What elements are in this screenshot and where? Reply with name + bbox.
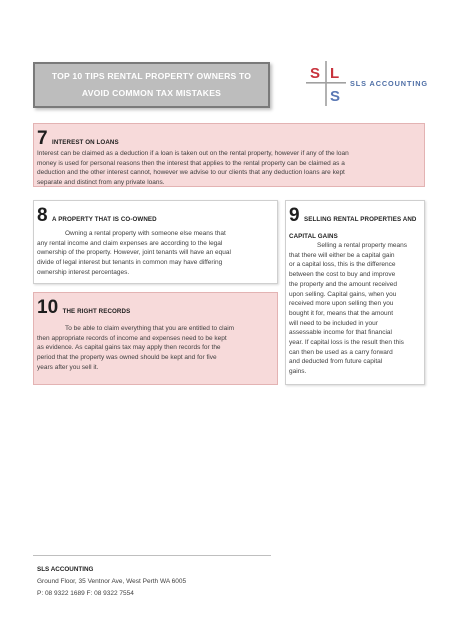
body-line: any rental income and claim expenses are according to the legal: [37, 239, 223, 247]
section-right-records: [33, 292, 278, 385]
body-line: separate and distinct from any private loans.: [37, 179, 165, 187]
section-body: [37, 229, 275, 278]
body-line: Interest can be claimed as a deduction if a loan is taken out on the rental property, however if any of the loan: [37, 150, 349, 157]
section-interest-on-loans: [33, 123, 425, 187]
section-heading: [37, 129, 119, 149]
footer-address: Ground Floor, 35 Ventnor Ave, West Perth WA 6005: [37, 578, 187, 585]
section-body: [37, 324, 275, 373]
body-line: will need to be included in your: [289, 319, 378, 327]
logo-letter-s-red: S: [310, 65, 321, 82]
section-selling-rental-properties: [285, 200, 425, 385]
body-line: ownership interest percentages.: [37, 268, 130, 276]
body-line: the property and the amount received: [289, 280, 398, 288]
logo-company-name: SLS ACCOUNTING: [350, 79, 429, 88]
body-line: that there will either be a capital gain: [289, 251, 395, 259]
footer-phone-fax: P: 08 9322 1689 F: 08 9322 7554: [37, 590, 134, 597]
body-line: year. If capital loss is the result then this: [289, 339, 404, 347]
logo-letter-l: L: [330, 65, 340, 82]
section-number: 9: [289, 205, 300, 226]
body-line: assessable income for that financial: [289, 329, 392, 337]
title-line-1: TOP 10 TIPS RENTAL PROPERTY OWNERS TO: [51, 71, 252, 81]
section-title-line-1: SELLING RENTAL PROPERTIES AND: [304, 216, 417, 223]
body-line: bought it for, means that the amount: [289, 309, 394, 317]
body-line: deduction and the other interest cannot, however we advise to our clients that any deduction loans are kept: [37, 169, 345, 177]
body-line: ownership of the property. However, joint tenants will have an equal: [37, 249, 231, 257]
body-line: Selling a rental property means: [317, 242, 407, 249]
body-line: and deducted from future capital: [289, 358, 383, 366]
section-heading: [289, 206, 416, 226]
header-title-box: [33, 62, 270, 108]
section-heading: [37, 298, 130, 318]
body-line: received more upon selling then you: [289, 300, 394, 308]
body-line: between the cost to buy and improve: [289, 271, 396, 279]
body-line: money is used for personal reasons then the interest that applies to the rental property can be claimed as a: [37, 159, 345, 167]
body-line: divide of legal interest but tenants in common may have differing: [37, 259, 223, 267]
body-line: gains.: [289, 368, 307, 376]
section-number: 8: [37, 205, 48, 226]
body-line: period that the property was owned should be kept and for five: [37, 354, 217, 362]
section-co-owned-property: [33, 200, 278, 284]
section-body: [289, 241, 424, 377]
footer-divider: [33, 555, 271, 556]
section-title-line-2: CAPITAL GAINS: [289, 233, 338, 240]
title-line-2: AVOID COMMON TAX MISTAKES: [81, 88, 222, 98]
section-title: INTEREST ON LOANS: [52, 139, 119, 146]
body-line: or a capital loss, this is the difference: [289, 261, 396, 269]
body-line: years after you sell it.: [37, 363, 99, 371]
page-title: [52, 68, 251, 102]
body-line: Owning a rental property with someone else means that: [65, 230, 226, 237]
section-heading: [37, 206, 157, 226]
section-title: THE RIGHT RECORDS: [62, 308, 131, 315]
footer-company-name: SLS ACCOUNTING: [37, 566, 94, 573]
body-line: then appropriate records of income and expenses need to be kept: [37, 334, 227, 342]
body-line: can then be used as a carry forward: [289, 348, 393, 356]
section-body: [37, 149, 423, 188]
body-line: upon selling. Capital gains, when you: [289, 290, 397, 298]
body-line: To be able to claim everything that you are entitled to claim: [65, 325, 235, 332]
logo-letter-s-blue: S: [330, 88, 341, 105]
body-line: as evidence. As capital gains tax may apply then records for the: [37, 344, 221, 352]
sls-logo: [306, 61, 436, 106]
section-title: A PROPERTY THAT IS CO-OWNED: [52, 216, 157, 223]
section-number: 10: [37, 297, 59, 318]
section-number: 7: [37, 128, 48, 149]
sls-logo-mark-icon: [306, 61, 346, 106]
